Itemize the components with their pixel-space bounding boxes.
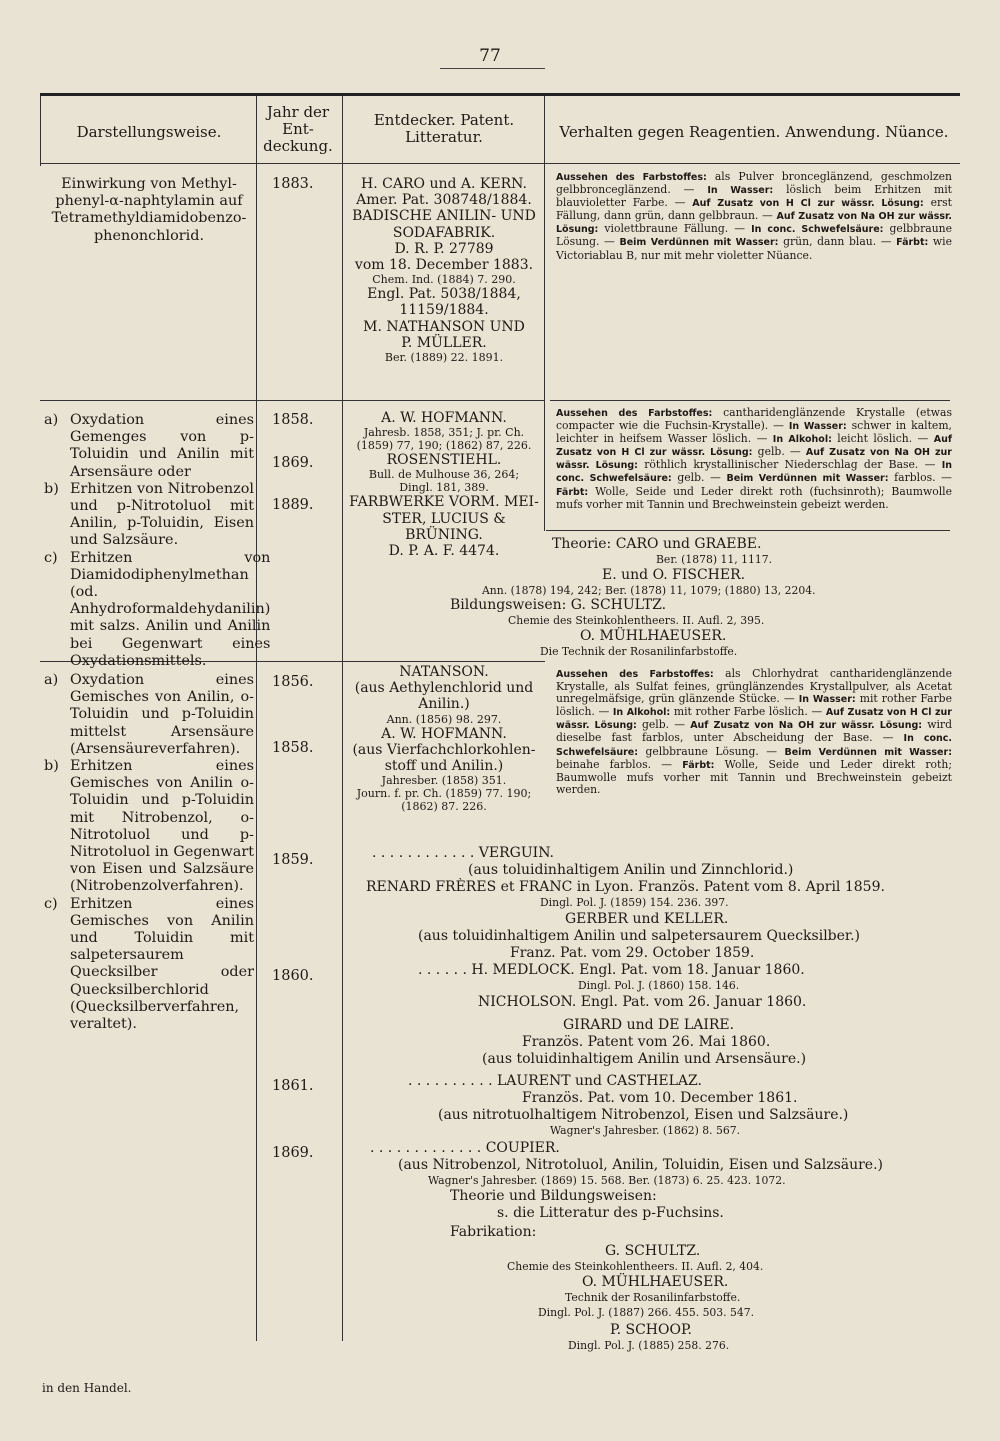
row3-ref-line: (aus Vierfachchlorkohlen- (352, 741, 536, 758)
row3-source-line: Dingl. Pol. J. (1885) 258. 276. (568, 1339, 730, 1352)
row1-ref-line: H. CARO und A. KERN. (361, 176, 527, 192)
top-rule (40, 93, 960, 96)
row1-method-line-4: phenonchlorid. (93, 227, 205, 244)
row3-source-line: Dingl. Pol. J. (1860) 158. 146. (578, 979, 740, 992)
row3-source-line: (aus Nitrobenzol, Nitrotoluol, Anilin, Toluidin, Eisen und Salzsäure.) (398, 1157, 884, 1173)
row1-ref-line: vom 18. December 1883. (354, 257, 534, 274)
row3-year: 1861. (272, 1078, 314, 1094)
row1-method-line-1: Einwirkung von Methyl- (61, 176, 237, 192)
row2-method-text: Erhitzen von Diamidodiphenylmethan (od. Anhydroformaldehydanilin) mit salzs. Anilin und Anilin bei Gegenwart eines Oxydationsmittels. (70, 549, 271, 669)
row3-ref-line: Anilin.) (418, 696, 470, 713)
row3-ref-line: A. W. HOFMANN. (381, 725, 507, 742)
row3-behaviour-text: mit rother Farbe löslich. — (670, 705, 826, 719)
row2-year-2: 1869. (272, 455, 314, 471)
row2-behaviour (556, 407, 952, 511)
row1-method-line-2: phenyl-α-naphtylamin auf (55, 193, 243, 210)
row1-behaviour-rule (550, 400, 950, 401)
row3-source-line: (aus toluidinhaltigem Anilin und Zinnchlorid.) (468, 862, 794, 878)
row1-ref-line: D. R. P. 27789 (394, 240, 494, 257)
row2-theory-line: Bildungsweisen: G. SCHULTZ. (450, 597, 667, 613)
row3-year: 1856. (272, 674, 314, 690)
row3-source-line: . . . . . . H. MEDLOCK. Engl. Pat. vom 18. Januar 1860. (418, 962, 805, 978)
row3-source-line: (aus toluidinhaltigem Anilin und Arsensäure.) (482, 1051, 807, 1067)
row1-bottom-rule (40, 400, 545, 401)
row3-method-label: b) (44, 758, 59, 775)
row3-source-line: s. die Litteratur des p-Fuchsins. (497, 1205, 724, 1221)
row1-refs (346, 176, 542, 364)
header-jahr (258, 104, 338, 155)
row1-behaviour-key: In Wasser: (707, 185, 774, 197)
row3-source-line: Französ. Patent vom 26. Mai 1860. (522, 1034, 771, 1050)
row2-behaviour-text: farblos. — (888, 471, 952, 485)
row1-behaviour (556, 171, 952, 262)
row2-behaviour-text: gelb. — (671, 471, 727, 485)
row2-theory-line: Chemie des Steinkohlentheers. II. Aufl. 2, 395. (508, 614, 765, 627)
row2-year-3: 1889. (272, 497, 314, 513)
row3-source-line: O. MÜHLHAEUSER. (582, 1274, 729, 1290)
col-rule-3 (342, 96, 343, 1341)
header-jahr-line-1: Jahr der (266, 103, 330, 121)
row3-source-line: Fabrikation: (450, 1224, 537, 1240)
row2-behaviour-key: Auf Zusatz von Na OH zur wässr. Lösung: (556, 447, 952, 472)
row3-behaviour-key: Färbt: (682, 759, 715, 771)
row1-ref-line: SODAFABRIK. (392, 224, 496, 241)
row2-behaviour-text: leicht löslich. — (831, 432, 934, 446)
row3-behaviour-key: In Alkohol: (612, 707, 671, 719)
row2-ref-line: ROSENSTIEHL. (386, 452, 502, 469)
col-rule-2 (256, 96, 257, 1341)
row3-behaviour-key: Auf Zusatz von Na OH zur wässr. Lösung: (690, 720, 923, 732)
row3-source-line: NICHOLSON. Engl. Pat. vom 26. Januar 1860. (478, 994, 807, 1010)
header-entdecker-line-2: Litteratur. (405, 128, 483, 146)
row3-ref-line: Journ. f. pr. Ch. (1859) 77. 190; (356, 787, 532, 801)
header-entdecker-line-1: Entdecker. Patent. (373, 111, 515, 129)
row2-behaviour-key: Färbt: (556, 486, 589, 498)
row3-behaviour-key: Beim Verdünnen mit Wasser: (784, 746, 952, 758)
row2-year-1: 1858. (272, 412, 314, 428)
row3-method-item (44, 672, 254, 758)
row3-behaviour-text: mit rother Farbe löslich. — (556, 692, 952, 719)
row2-method-item (44, 412, 254, 481)
row1-ref-line: BADISCHE ANILIN- UND (352, 208, 536, 225)
row2-behaviour-key: Auf Zusatz von H Cl zur wässr. Lösung: (556, 434, 952, 459)
row1-behaviour-key: Auf Zusatz von H Cl zur wässr. Lösung: (692, 198, 924, 210)
row3-source-line: RENARD FRÈRES et FRANC in Lyon. Französ. Patent vom 8. April 1859. (366, 879, 885, 895)
row2-methods (44, 412, 271, 670)
row1-behaviour-text: violettbraune Fällung. — (598, 222, 752, 236)
row2-method-label: a) (44, 412, 59, 428)
row2-method-item (44, 481, 254, 550)
col-rule-4 (544, 96, 545, 531)
row3-behaviour-text: wird dieselbe fast farblos, unter Abscheidung der Base. — (556, 718, 952, 745)
row3-source-line: (aus nitrotuolhaltigem Nitrobenzol, Eisen und Salzsäure.) (438, 1107, 849, 1123)
row1-method (44, 176, 254, 245)
header-jahr-line-3: deckung. (263, 137, 333, 155)
row1-ref-line: Engl. Pat. 5038/1884, (367, 286, 521, 303)
row2-theory-line: Die Technik der Rosanilinfarbstoffe. (540, 645, 738, 658)
row3-behaviour-text: Wolle, Seide und Leder direkt roth; Baumwolle mufs vorher mit Tannin und Brechweinstein gebeizt werden. (556, 757, 952, 796)
row2-behaviour-key: Beim Verdünnen mit Wasser: (726, 473, 889, 485)
row3-source-line: GERBER und KELLER. (565, 911, 729, 927)
row3-method-item (44, 896, 254, 1034)
row3-ref-line: (1862) 87. 226. (401, 800, 487, 814)
row3-year: 1858. (272, 740, 314, 756)
row3-behaviour-text: gelbbraune Lösung. — (638, 744, 785, 758)
footnote: in den Handel. (42, 1381, 132, 1395)
row1-ref-line: P. MÜLLER. (401, 334, 487, 351)
row2-ref-line: Bull. de Mulhouse 36, 264; (368, 468, 520, 482)
header-jahr-line-2: Ent- (282, 120, 314, 138)
row1-behaviour-key: Auf Zusatz von Na OH zur wässr. Lösung: (556, 211, 952, 236)
row3-source-line: Wagner's Jahresber. (1869) 15. 568. Ber. (1873) 6. 25. 423. 1072. (428, 1174, 786, 1187)
row1-behaviour-key: Färbt: (896, 237, 929, 249)
row2-behaviour-rule (546, 530, 950, 531)
row2-ref-line: A. W. HOFMANN. (381, 410, 507, 426)
row1-behaviour-key: Aussehen des Farbstoffes: (556, 172, 707, 183)
row3-source-line: . . . . . . . . . . . . . COUPIER. (370, 1140, 560, 1156)
col-rule-1 (40, 96, 41, 166)
row3-source-line: Chemie des Steinkohlentheers. II. Aufl. 2, 404. (507, 1260, 764, 1273)
row3-ref-line: Jahresber. (1858) 351. (381, 774, 507, 788)
page-number: 77 (479, 46, 501, 66)
row2-ref-line: Jahresb. 1858, 351; J. pr. Ch. (363, 426, 525, 440)
row3-behaviour-text: als Chlorhydrat cantharidenglänzende Krystalle, als Sulfat feines, grünglänzendes Krystallpulver, als Acetat unregelmäfsige, grün glänzende Stücke. — (556, 667, 952, 706)
row3-source-line: Technik der Rosanilinfarbstoffe. (565, 1291, 741, 1304)
header-bottom-rule (40, 163, 960, 164)
row3-year: 1860. (272, 968, 314, 984)
header-darstellungsweise: Darstellungsweise. (76, 123, 222, 141)
row2-theory-line: E. und O. FISCHER. (602, 567, 746, 583)
row1-behaviour-text: gelbbraune Lösung. — (556, 222, 952, 249)
row3-ref-line: (aus Aethylenchlorid und (354, 680, 534, 697)
row2-theory-line: Ber. (1878) 11, 1117. (656, 553, 773, 566)
row3-ref-line: stoff und Anilin.) (384, 758, 504, 775)
row3-behaviour (556, 668, 952, 796)
row3-method-text: Erhitzen eines Gemisches von Anilin o-Toluidin und p-Toluidin mit Nitrobenzol, o-Nitrotoluol und p-Nitrotoluol in Gegenwart von Eisen und Salzsäure (Nitrobenzolverfahren). (70, 758, 254, 895)
row3-source-line: (aus toluidinhaltigem Anilin und salpetersaurem Quecksilber.) (418, 928, 860, 944)
row3-year: 1869. (272, 1145, 314, 1161)
row1-ref-line: Ber. (1889) 22. 1891. (384, 351, 504, 365)
row3-behaviour-text: gelb. — (636, 718, 691, 732)
row3-ref-line: NATANSON. (399, 664, 489, 680)
row3-behaviour-text: beinahe farblos. — (556, 757, 683, 771)
row2-behaviour-key: In Alkohol: (772, 434, 832, 446)
row2-refs (346, 410, 542, 559)
row3-source-line: Dingl. Pol. J. (1859) 154. 236. 397. (540, 896, 729, 909)
row3-source-line: . . . . . . . . . . . . VERGUIN. (372, 845, 554, 861)
row2-behaviour-key: Aussehen des Farbstoffes: (556, 408, 713, 419)
row3-source-line: Theorie und Bildungsweisen: (450, 1188, 657, 1204)
row3-method-label: a) (44, 672, 59, 688)
row3-source-line: G. SCHULTZ. (605, 1243, 701, 1259)
row1-method-line-3: Tetramethyldiamidobenzo- (51, 210, 247, 227)
row2-method-text: Erhitzen von Nitrobenzol und p-Nitrotoluol mit Anilin, p-Toluidin, Eisen und Salzsäure. (70, 480, 254, 549)
header-verhalten: Verhalten gegen Reagentien. Anwendung. Nüance. (559, 123, 949, 141)
row2-behaviour-text: cantharidenglänzende Krystalle (etwas compacter wie die Fuchsin-Krystalle). — (556, 406, 952, 433)
row3-behaviour-key: In conc. Schwefelsäure: (556, 733, 952, 758)
row3-methods (44, 672, 254, 1033)
row2-ref-line: STER, LUCIUS & BRÜNING. (382, 510, 506, 543)
row1-behaviour-text: löslich beim Erhitzen mit blauvioletter Farbe. — (556, 183, 952, 210)
row3-method-item (44, 758, 254, 896)
row2-ref-line: Dingl. 181, 389. (399, 481, 489, 495)
row2-behaviour-text: Wolle, Seide und Leder direkt roth (fuchsinroth); Baumwolle mufs vorher mit Tannin und Brechweinstein gebeizt werden. (556, 484, 952, 511)
row2-behaviour-key: In conc. Schwefelsäure: (556, 460, 952, 485)
row2-theory-line: O. MÜHLHAEUSER. (580, 628, 727, 644)
row1-behaviour-text: wie Victoriablau B, nur mit mehr violetter Nüance. (556, 235, 952, 262)
row3-source-line: GIRARD und DE LAIRE. (563, 1017, 735, 1033)
row1-behaviour-key: Beim Verdünnen mit Wasser: (619, 237, 779, 249)
row2-behaviour-text: röthlich krystallinischer Niederschlag der Base. — (637, 458, 942, 472)
row3-behaviour-key: Auf Zusatz von H Cl zur wässr. Lösung: (556, 707, 952, 732)
row3-source-line: Dingl. Pol. J. (1887) 266. 455. 503. 547. (538, 1306, 755, 1319)
row2-ref-line: D. P. A. F. 4474. (388, 543, 500, 560)
row2-ref-line: (1859) 77, 190; (1862) 87, 226. (356, 439, 532, 453)
row3-source-line: . . . . . . . . . . LAURENT und CASTHELAZ. (408, 1073, 702, 1089)
row1-behaviour-text: erst Fällung, dann grün, dann gelbbraun. — (556, 196, 953, 223)
row3-source-line: Franz. Pat. vom 29. October 1859. (510, 945, 755, 961)
row2-behaviour-text: gelb. — (752, 445, 806, 459)
row3-year: 1859. (272, 852, 314, 868)
row3-method-text: Erhitzen eines Gemisches von Anilin und Toluidin mit salpetersaurem Quecksilber oder Quecksilberchlorid (Quecksilberverfahren, veraltet). (70, 895, 254, 1033)
row3-ref-line: Ann. (1856) 98. 297. (386, 712, 502, 726)
row2-behaviour-text: schwer in kaltem, leichter in heifsem Wasser löslich. — (556, 419, 952, 446)
row3-source-line: Wagner's Jahresber. (1862) 8. 567. (550, 1124, 741, 1137)
row3-method-label: c) (44, 895, 58, 912)
row2-theory-line: Theorie: CARO und GRAEBE. (552, 536, 762, 552)
row2-ref-line: FARBWERKE VORM. MEI- (349, 494, 539, 511)
row2-method-text: Oxydation eines Gemenges von p-Toluidin und Anilin mit Arsensäure oder (70, 412, 254, 480)
row1-behaviour-key: In conc. Schwefelsäure: (751, 224, 884, 236)
row1-ref-line: Amer. Pat. 308748/1884. (356, 192, 532, 209)
row1-behaviour-text: grün, dann blau. — (778, 235, 897, 249)
row3-behaviour-key: Aussehen des Farbstoffes: (556, 669, 714, 680)
page-number-rule (440, 68, 545, 69)
row2-method-label: c) (44, 549, 58, 566)
row1-ref-line: M. NATHANSON UND (363, 318, 525, 335)
row2-theory-line: Ann. (1878) 194, 242; Ber. (1878) 11, 1079; (1880) 13, 2204. (482, 584, 816, 597)
row2-method-item (44, 549, 271, 670)
row3-refs (346, 664, 542, 813)
header-entdecker (346, 112, 542, 146)
row3-source-line: Französ. Pat. vom 10. December 1861. (522, 1090, 798, 1106)
row1-ref-line: Chem. Ind. (1884) 7. 290. (372, 273, 516, 287)
row2-behaviour-key: In Wasser: (788, 421, 847, 433)
row1-ref-line: 11159/1884. (399, 302, 489, 319)
row1-year: 1883. (272, 176, 314, 192)
row3-method-text: Oxydation eines Gemisches von Anilin, o-Toluidin und p-Toluidin mittelst Arsensäure (Arsensäureverfahren). (70, 672, 254, 757)
row2-method-label: b) (44, 480, 59, 497)
row1-behaviour-text: als Pulver bronceglänzend, geschmolzen gelbbronceglänzend. — (556, 170, 952, 197)
row3-behaviour-key: In Wasser: (798, 694, 856, 706)
row3-source-line: P. SCHOOP. (610, 1322, 692, 1338)
